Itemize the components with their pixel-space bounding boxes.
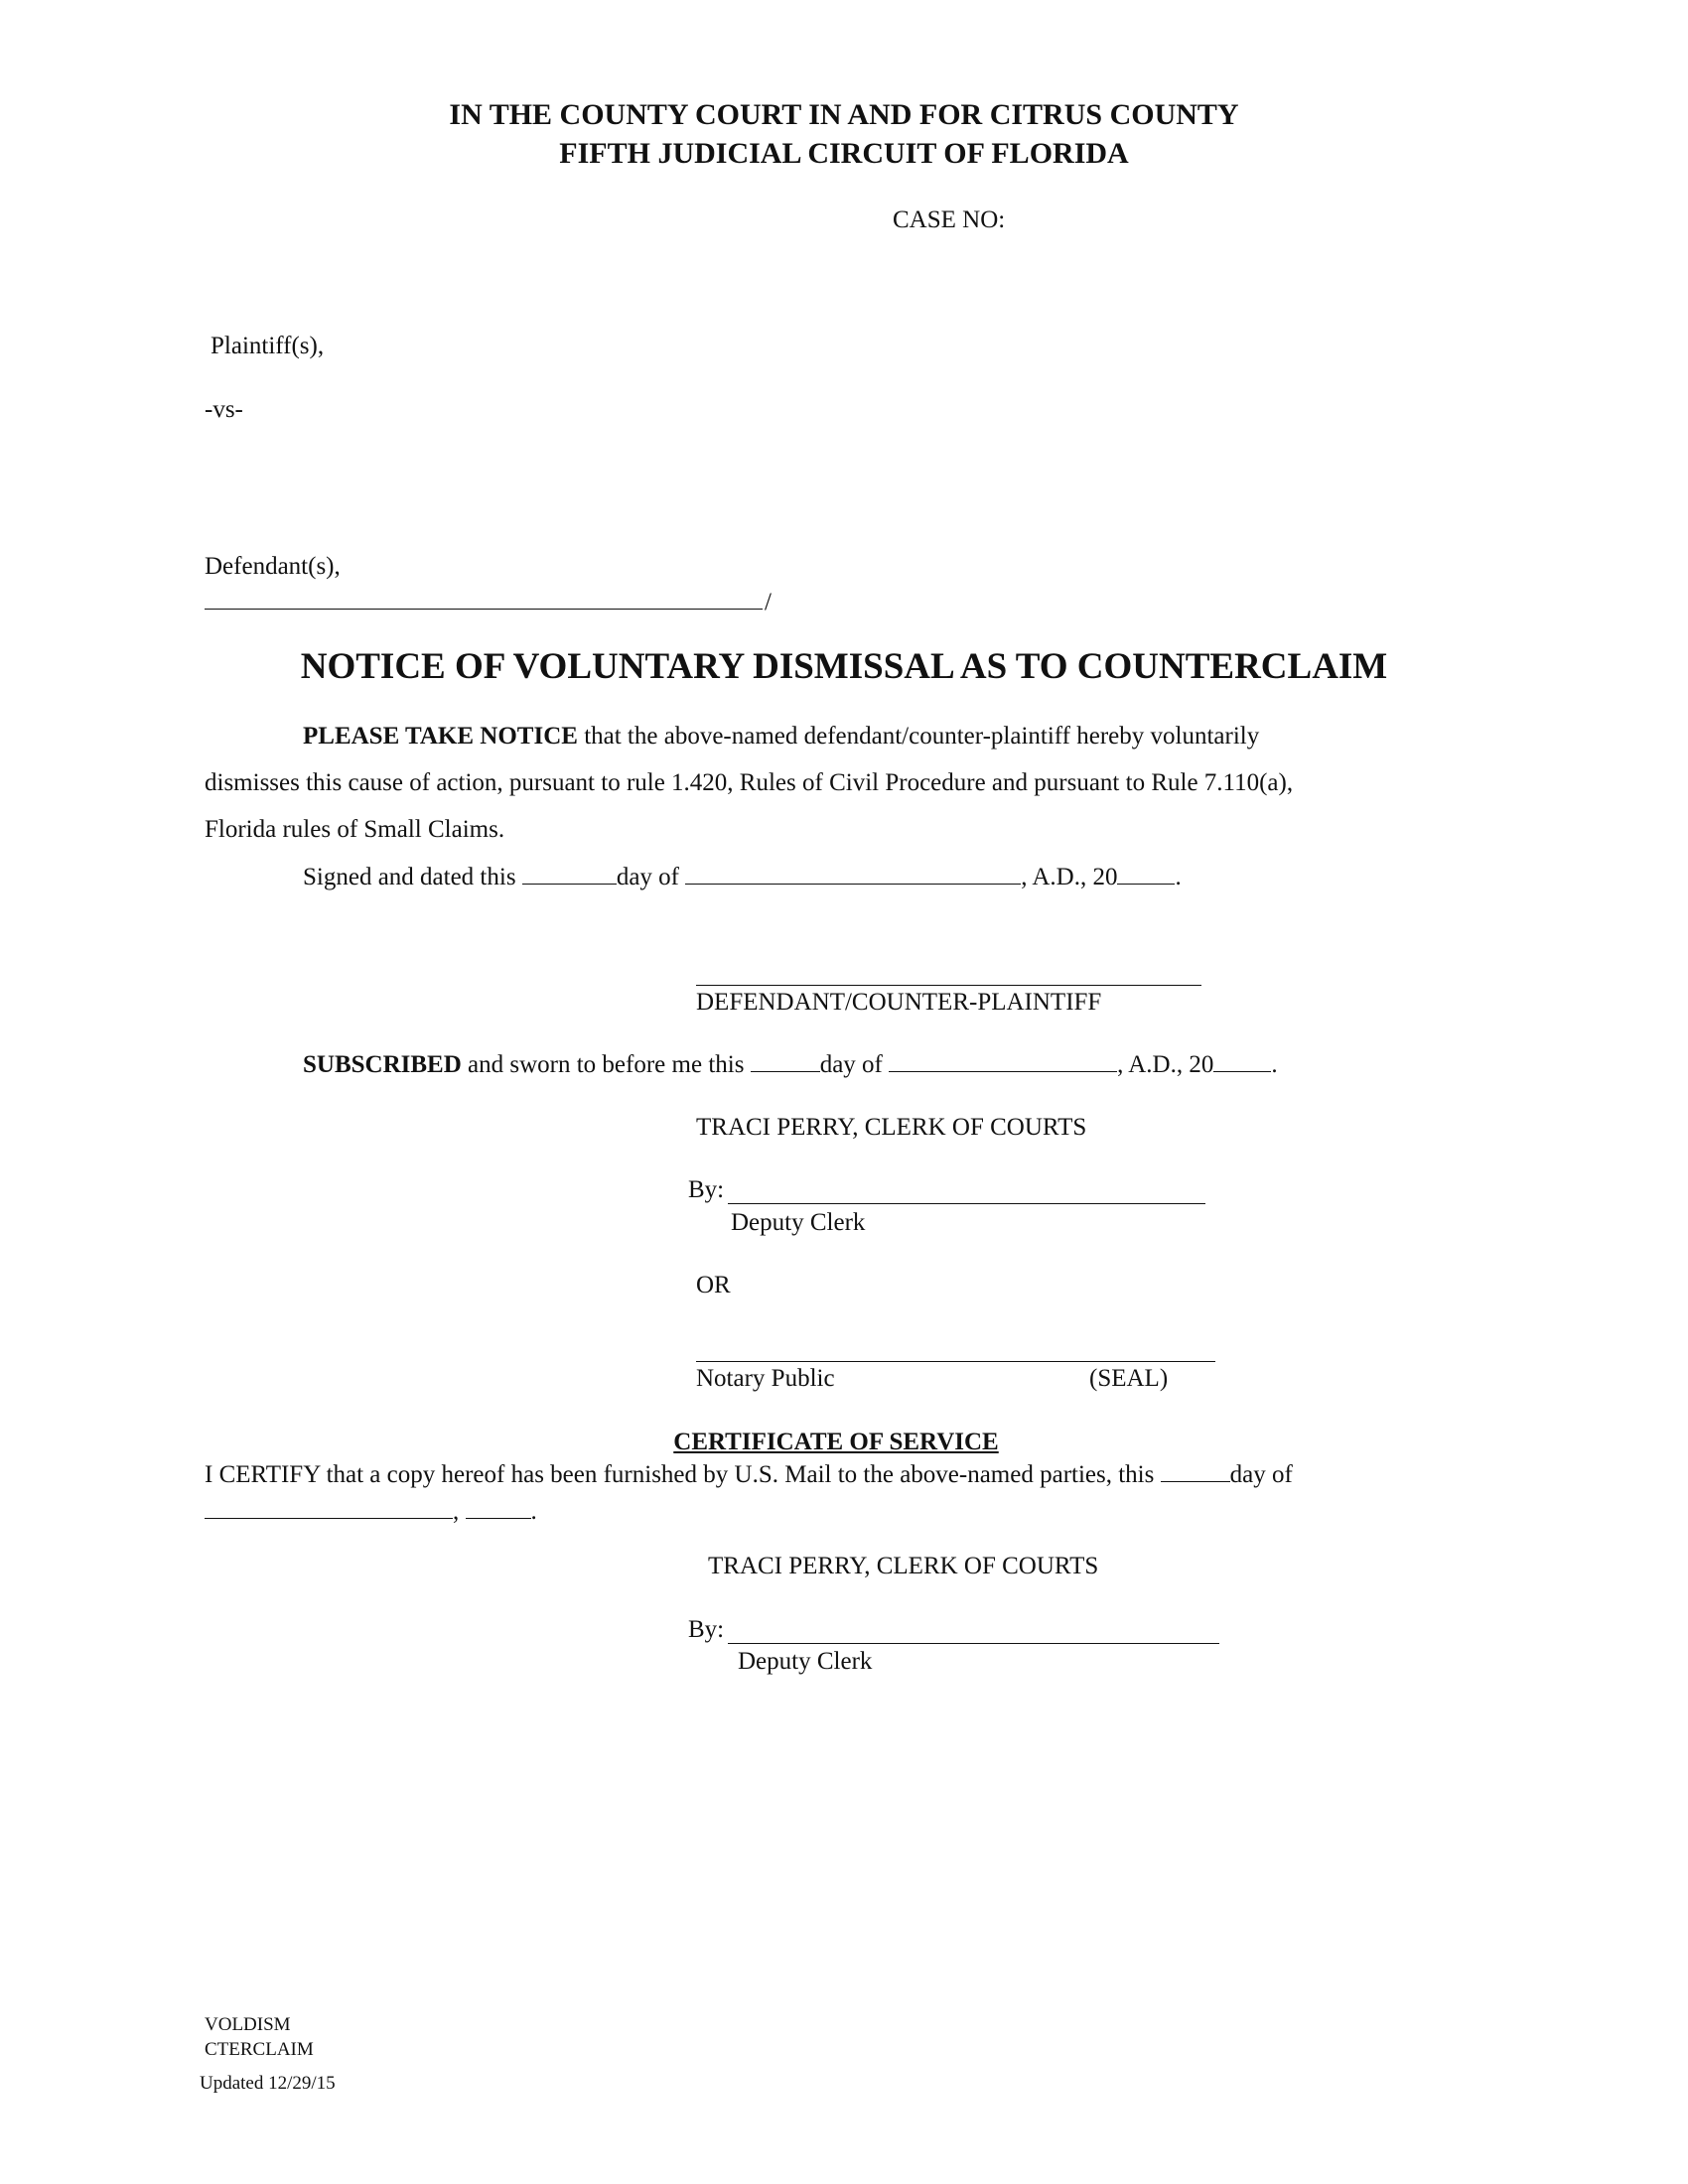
notice-paragraph-line2: dismisses this cause of action, pursuant to rule 1.420, Rules of Civil Procedure and pursuant to Rule 7.110(a), [205, 769, 1294, 796]
certificate-comma: , [453, 1498, 466, 1525]
subscribed-month-blank[interactable] [889, 1049, 1117, 1072]
seal-label: (SEAL) [1089, 1365, 1169, 1392]
subscribed-line [303, 1049, 1278, 1080]
deputy-clerk-label-1: Deputy Clerk [731, 1209, 866, 1236]
notice-lead: PLEASE TAKE NOTICE [303, 723, 578, 750]
certificate-day-of: day of [1229, 1461, 1293, 1488]
versus-label: -vs- [205, 396, 243, 423]
subscribed-text: and sworn to before me this [461, 1051, 751, 1078]
form-code-2: CTERCLAIM [205, 2039, 314, 2060]
subscribed-year-blank[interactable] [1213, 1049, 1271, 1072]
caption-slash: / [765, 589, 772, 615]
notice-paragraph-line1 [303, 722, 1259, 751]
clerk-name-2: TRACI PERRY, CLERK OF COURTS [708, 1553, 1099, 1579]
certificate-text: I CERTIFY that a copy hereof has been furnished by U.S. Mail to the above-named parties, this [205, 1461, 1161, 1488]
notary-public-label: Notary Public [696, 1365, 835, 1392]
clerk-by-label-1: By: [688, 1176, 725, 1203]
document-title: NOTICE OF VOLUNTARY DISMISSAL AS TO COUNTERCLAIM [300, 646, 1388, 687]
notice-line1-text: that the above-named defendant/counter-plaintiff hereby voluntarily [577, 723, 1260, 750]
deputy-clerk-signature-line-1[interactable] [728, 1203, 1205, 1204]
signed-period: . [1175, 864, 1182, 890]
defendant-label: Defendant(s), [205, 553, 341, 580]
form-updated-date: Updated 12/29/15 [200, 2073, 336, 2094]
subscribed-day-of: day of [819, 1051, 890, 1078]
subscribed-period: . [1271, 1051, 1278, 1078]
court-header-line1: IN THE COUNTY COURT IN AND FOR CITRUS COUNTY [449, 98, 1239, 131]
certificate-day-blank[interactable] [1161, 1459, 1230, 1482]
clerk-name-1: TRACI PERRY, CLERK OF COURTS [696, 1114, 1087, 1141]
notary-signature-line[interactable] [696, 1361, 1215, 1362]
subscribed-ad: , A.D., 20 [1117, 1051, 1214, 1078]
signed-prefix: Signed and dated this [303, 864, 522, 890]
certificate-month-blank[interactable] [205, 1496, 453, 1519]
case-number-label: CASE NO: [893, 206, 1006, 233]
clerk-by-label-2: By: [688, 1616, 725, 1643]
signed-year-blank[interactable] [1117, 862, 1175, 885]
signed-month-blank[interactable] [685, 862, 1021, 885]
signed-day-of: day of [616, 864, 686, 890]
defendant-signature-label: DEFENDANT/COUNTER-PLAINTIFF [696, 989, 1102, 1016]
signed-ad: , A.D., 20 [1021, 864, 1118, 890]
caption-divider-line [205, 609, 763, 610]
deputy-clerk-signature-line-2[interactable] [728, 1643, 1219, 1644]
signed-dated-line [303, 862, 1182, 892]
court-header-line2: FIFTH JUDICIAL CIRCUIT OF FLORIDA [559, 137, 1129, 170]
certificate-line1 [205, 1459, 1293, 1490]
or-label: OR [696, 1272, 731, 1298]
notice-paragraph-line3: Florida rules of Small Claims. [205, 816, 505, 843]
subscribed-day-blank[interactable] [751, 1049, 820, 1072]
certificate-line2 [205, 1496, 537, 1527]
certificate-period: . [530, 1498, 537, 1525]
certificate-year-blank[interactable] [466, 1496, 531, 1519]
signed-day-blank[interactable] [522, 862, 617, 885]
deputy-clerk-label-2: Deputy Clerk [738, 1648, 873, 1675]
certificate-of-service-heading: CERTIFICATE OF SERVICE [673, 1429, 999, 1455]
form-code-1: VOLDISM [205, 2014, 291, 2035]
subscribed-lead: SUBSCRIBED [303, 1051, 462, 1078]
defendant-signature-line[interactable] [696, 985, 1201, 986]
plaintiff-label: Plaintiff(s), [211, 333, 325, 359]
